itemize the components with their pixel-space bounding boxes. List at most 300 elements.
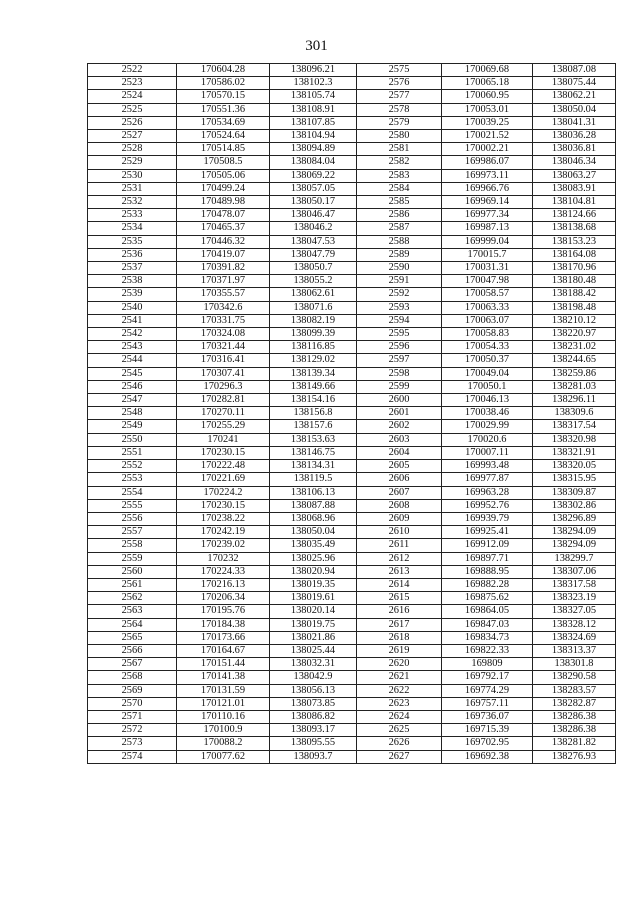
point-number-b-cell: 2604	[357, 446, 442, 459]
y-coordinate-b-cell: 138327.05	[533, 605, 616, 618]
point-number-a-cell: 2557	[88, 526, 177, 539]
y-coordinate-a-cell: 138146.75	[270, 446, 357, 459]
x-coordinate-b-cell: 170015.7	[442, 248, 533, 261]
point-number-b-cell: 2598	[357, 367, 442, 380]
x-coordinate-b-cell: 170063.33	[442, 301, 533, 314]
point-number-a-cell: 2566	[88, 644, 177, 657]
y-coordinate-b-cell: 138104.81	[533, 196, 616, 209]
x-coordinate-b-cell: 169973.11	[442, 169, 533, 182]
x-coordinate-a-cell: 170604.28	[177, 64, 270, 77]
x-coordinate-b-cell: 170047.98	[442, 275, 533, 288]
x-coordinate-b-cell: 170058.83	[442, 328, 533, 341]
point-number-b-cell: 2582	[357, 156, 442, 169]
x-coordinate-b-cell: 169969.14	[442, 196, 533, 209]
point-number-a-cell: 2530	[88, 169, 177, 182]
point-number-a-cell: 2524	[88, 90, 177, 103]
x-coordinate-a-cell: 170184.38	[177, 618, 270, 631]
table-row	[88, 433, 616, 446]
x-coordinate-a-cell: 170230.15	[177, 446, 270, 459]
table-row	[88, 328, 616, 341]
point-number-b-cell: 2599	[357, 380, 442, 393]
x-coordinate-a-cell: 170321.44	[177, 341, 270, 354]
y-coordinate-b-cell: 138296.11	[533, 394, 616, 407]
x-coordinate-a-cell: 170195.76	[177, 605, 270, 618]
x-coordinate-a-cell: 170224.33	[177, 565, 270, 578]
table-row	[88, 658, 616, 671]
y-coordinate-a-cell: 138021.86	[270, 631, 357, 644]
x-coordinate-a-cell: 170391.82	[177, 262, 270, 275]
table-row	[88, 631, 616, 644]
table-row	[88, 737, 616, 750]
x-coordinate-b-cell: 169987.13	[442, 222, 533, 235]
y-coordinate-a-cell: 138149.66	[270, 380, 357, 393]
point-number-a-cell: 2538	[88, 275, 177, 288]
table-row	[88, 552, 616, 565]
point-number-b-cell: 2595	[357, 328, 442, 341]
y-coordinate-a-cell: 138096.21	[270, 64, 357, 77]
x-coordinate-a-cell: 170222.48	[177, 460, 270, 473]
table-row	[88, 367, 616, 380]
point-number-b-cell: 2610	[357, 526, 442, 539]
x-coordinate-a-cell: 170534.69	[177, 116, 270, 129]
x-coordinate-b-cell: 170058.57	[442, 288, 533, 301]
table-row	[88, 182, 616, 195]
table-row	[88, 130, 616, 143]
point-number-b-cell: 2615	[357, 592, 442, 605]
x-coordinate-a-cell: 170586.02	[177, 77, 270, 90]
point-number-a-cell: 2562	[88, 592, 177, 605]
table-row	[88, 539, 616, 552]
x-coordinate-a-cell: 170505.06	[177, 169, 270, 182]
x-coordinate-b-cell: 170002.21	[442, 143, 533, 156]
point-number-b-cell: 2607	[357, 486, 442, 499]
point-number-a-cell: 2556	[88, 512, 177, 525]
y-coordinate-b-cell: 138231.02	[533, 341, 616, 354]
point-number-b-cell: 2579	[357, 116, 442, 129]
y-coordinate-a-cell: 138046.2	[270, 222, 357, 235]
y-coordinate-a-cell: 138019.61	[270, 592, 357, 605]
y-coordinate-a-cell: 138073.85	[270, 697, 357, 710]
x-coordinate-b-cell: 169888.95	[442, 565, 533, 578]
point-number-b-cell: 2585	[357, 196, 442, 209]
x-coordinate-b-cell: 169792.17	[442, 671, 533, 684]
table-row	[88, 222, 616, 235]
point-number-b-cell: 2620	[357, 658, 442, 671]
point-number-b-cell: 2580	[357, 130, 442, 143]
y-coordinate-b-cell: 138290.58	[533, 671, 616, 684]
y-coordinate-a-cell: 138019.35	[270, 578, 357, 591]
table-row	[88, 262, 616, 275]
y-coordinate-b-cell: 138299.7	[533, 552, 616, 565]
y-coordinate-a-cell: 138042.9	[270, 671, 357, 684]
y-coordinate-a-cell: 138069.22	[270, 169, 357, 182]
x-coordinate-b-cell: 170049.04	[442, 367, 533, 380]
y-coordinate-a-cell: 138050.17	[270, 196, 357, 209]
table-row	[88, 235, 616, 248]
point-number-a-cell: 2522	[88, 64, 177, 77]
y-coordinate-a-cell: 138108.91	[270, 103, 357, 116]
point-number-b-cell: 2594	[357, 314, 442, 327]
x-coordinate-b-cell: 169736.07	[442, 710, 533, 723]
table-row	[88, 354, 616, 367]
y-coordinate-a-cell: 138032.31	[270, 658, 357, 671]
point-number-b-cell: 2606	[357, 473, 442, 486]
x-coordinate-a-cell: 170296.3	[177, 380, 270, 393]
y-coordinate-b-cell: 138075.44	[533, 77, 616, 90]
y-coordinate-b-cell: 138281.03	[533, 380, 616, 393]
point-number-a-cell: 2537	[88, 262, 177, 275]
table-row	[88, 644, 616, 657]
x-coordinate-a-cell: 170239.02	[177, 539, 270, 552]
point-number-a-cell: 2574	[88, 750, 177, 763]
y-coordinate-a-cell: 138107.85	[270, 116, 357, 129]
y-coordinate-a-cell: 138047.79	[270, 248, 357, 261]
x-coordinate-a-cell: 170206.34	[177, 592, 270, 605]
point-number-a-cell: 2542	[88, 328, 177, 341]
page-number: 301	[305, 38, 328, 54]
point-number-b-cell: 2624	[357, 710, 442, 723]
y-coordinate-a-cell: 138157.6	[270, 420, 357, 433]
y-coordinate-a-cell: 138106.13	[270, 486, 357, 499]
coordinates-table-body	[88, 64, 616, 764]
table-row	[88, 116, 616, 129]
y-coordinate-a-cell: 138025.96	[270, 552, 357, 565]
y-coordinate-b-cell: 138282.87	[533, 697, 616, 710]
table-row	[88, 248, 616, 261]
x-coordinate-b-cell: 169774.29	[442, 684, 533, 697]
x-coordinate-b-cell: 170046.13	[442, 394, 533, 407]
x-coordinate-b-cell: 169864.05	[442, 605, 533, 618]
table-row	[88, 578, 616, 591]
x-coordinate-a-cell: 170465.37	[177, 222, 270, 235]
x-coordinate-a-cell: 170121.01	[177, 697, 270, 710]
point-number-a-cell: 2525	[88, 103, 177, 116]
table-row	[88, 209, 616, 222]
table-row	[88, 64, 616, 77]
x-coordinate-b-cell: 170065.18	[442, 77, 533, 90]
x-coordinate-b-cell: 170054.33	[442, 341, 533, 354]
y-coordinate-a-cell: 138046.47	[270, 209, 357, 222]
point-number-a-cell: 2532	[88, 196, 177, 209]
point-number-b-cell: 2576	[357, 77, 442, 90]
x-coordinate-b-cell: 169897.71	[442, 552, 533, 565]
x-coordinate-b-cell: 169986.07	[442, 156, 533, 169]
point-number-b-cell: 2596	[357, 341, 442, 354]
x-coordinate-a-cell: 170230.15	[177, 499, 270, 512]
y-coordinate-b-cell: 138324.69	[533, 631, 616, 644]
point-number-a-cell: 2531	[88, 182, 177, 195]
y-coordinate-b-cell: 138302.86	[533, 499, 616, 512]
x-coordinate-a-cell: 170141.38	[177, 671, 270, 684]
y-coordinate-a-cell: 138047.53	[270, 235, 357, 248]
y-coordinate-b-cell: 138276.93	[533, 750, 616, 763]
point-number-a-cell: 2567	[88, 658, 177, 671]
y-coordinate-a-cell: 138057.05	[270, 182, 357, 195]
y-coordinate-a-cell: 138019.75	[270, 618, 357, 631]
x-coordinate-a-cell: 170131.59	[177, 684, 270, 697]
point-number-a-cell: 2546	[88, 380, 177, 393]
y-coordinate-a-cell: 138093.7	[270, 750, 357, 763]
x-coordinate-b-cell: 169993.48	[442, 460, 533, 473]
point-number-b-cell: 2575	[357, 64, 442, 77]
point-number-b-cell: 2586	[357, 209, 442, 222]
x-coordinate-b-cell: 169809	[442, 658, 533, 671]
table-row	[88, 103, 616, 116]
table-row	[88, 301, 616, 314]
y-coordinate-b-cell: 138313.37	[533, 644, 616, 657]
table-row	[88, 314, 616, 327]
y-coordinate-b-cell: 138328.12	[533, 618, 616, 631]
y-coordinate-b-cell: 138198.48	[533, 301, 616, 314]
x-coordinate-a-cell: 170446.32	[177, 235, 270, 248]
y-coordinate-a-cell: 138087.88	[270, 499, 357, 512]
point-number-a-cell: 2558	[88, 539, 177, 552]
point-number-b-cell: 2627	[357, 750, 442, 763]
y-coordinate-b-cell: 138320.05	[533, 460, 616, 473]
y-coordinate-b-cell: 138062.21	[533, 90, 616, 103]
y-coordinate-a-cell: 138156.8	[270, 407, 357, 420]
x-coordinate-a-cell: 170110.16	[177, 710, 270, 723]
table-row	[88, 750, 616, 763]
point-number-a-cell: 2571	[88, 710, 177, 723]
table-row	[88, 486, 616, 499]
x-coordinate-a-cell: 170570.15	[177, 90, 270, 103]
x-coordinate-a-cell: 170316.41	[177, 354, 270, 367]
point-number-b-cell: 2618	[357, 631, 442, 644]
x-coordinate-b-cell: 170029.99	[442, 420, 533, 433]
y-coordinate-b-cell: 138188.42	[533, 288, 616, 301]
point-number-a-cell: 2529	[88, 156, 177, 169]
table-row	[88, 380, 616, 393]
y-coordinate-b-cell: 138317.54	[533, 420, 616, 433]
y-coordinate-b-cell: 138083.91	[533, 182, 616, 195]
x-coordinate-a-cell: 170478.07	[177, 209, 270, 222]
y-coordinate-b-cell: 138309.6	[533, 407, 616, 420]
x-coordinate-b-cell: 170031.31	[442, 262, 533, 275]
x-coordinate-b-cell: 169875.62	[442, 592, 533, 605]
x-coordinate-b-cell: 169757.11	[442, 697, 533, 710]
table-row	[88, 288, 616, 301]
x-coordinate-b-cell: 170038.46	[442, 407, 533, 420]
y-coordinate-b-cell: 138153.23	[533, 235, 616, 248]
point-number-b-cell: 2613	[357, 565, 442, 578]
point-number-b-cell: 2590	[357, 262, 442, 275]
y-coordinate-a-cell: 138134.31	[270, 460, 357, 473]
point-number-a-cell: 2540	[88, 301, 177, 314]
point-number-a-cell: 2544	[88, 354, 177, 367]
point-number-b-cell: 2608	[357, 499, 442, 512]
y-coordinate-b-cell: 138320.98	[533, 433, 616, 446]
x-coordinate-b-cell: 169692.38	[442, 750, 533, 763]
y-coordinate-b-cell: 138323.19	[533, 592, 616, 605]
point-number-a-cell: 2550	[88, 433, 177, 446]
point-number-a-cell: 2549	[88, 420, 177, 433]
x-coordinate-b-cell: 169999.04	[442, 235, 533, 248]
y-coordinate-b-cell: 138041.31	[533, 116, 616, 129]
x-coordinate-a-cell: 170307.41	[177, 367, 270, 380]
y-coordinate-b-cell: 138281.82	[533, 737, 616, 750]
y-coordinate-b-cell: 138124.66	[533, 209, 616, 222]
y-coordinate-a-cell: 138062.61	[270, 288, 357, 301]
y-coordinate-a-cell: 138095.55	[270, 737, 357, 750]
x-coordinate-b-cell: 170060.95	[442, 90, 533, 103]
y-coordinate-a-cell: 138104.94	[270, 130, 357, 143]
point-number-b-cell: 2603	[357, 433, 442, 446]
point-number-b-cell: 2609	[357, 512, 442, 525]
table-row	[88, 512, 616, 525]
x-coordinate-a-cell: 170216.13	[177, 578, 270, 591]
point-number-a-cell: 2541	[88, 314, 177, 327]
x-coordinate-b-cell: 170053.01	[442, 103, 533, 116]
x-coordinate-b-cell: 170050.37	[442, 354, 533, 367]
point-number-b-cell: 2614	[357, 578, 442, 591]
point-number-b-cell: 2601	[357, 407, 442, 420]
x-coordinate-a-cell: 170241	[177, 433, 270, 446]
point-number-a-cell: 2536	[88, 248, 177, 261]
table-row	[88, 156, 616, 169]
point-number-a-cell: 2569	[88, 684, 177, 697]
x-coordinate-b-cell: 170007.11	[442, 446, 533, 459]
point-number-b-cell: 2616	[357, 605, 442, 618]
x-coordinate-a-cell: 170232	[177, 552, 270, 565]
point-number-a-cell: 2572	[88, 724, 177, 737]
x-coordinate-a-cell: 170551.36	[177, 103, 270, 116]
y-coordinate-b-cell: 138286.38	[533, 710, 616, 723]
table-row	[88, 77, 616, 90]
y-coordinate-b-cell: 138036.81	[533, 143, 616, 156]
table-row	[88, 592, 616, 605]
x-coordinate-b-cell: 169966.76	[442, 182, 533, 195]
point-number-b-cell: 2583	[357, 169, 442, 182]
y-coordinate-a-cell: 138020.94	[270, 565, 357, 578]
x-coordinate-b-cell: 169952.76	[442, 499, 533, 512]
x-coordinate-b-cell: 169939.79	[442, 512, 533, 525]
x-coordinate-a-cell: 170342.6	[177, 301, 270, 314]
y-coordinate-b-cell: 138294.09	[533, 539, 616, 552]
y-coordinate-a-cell: 138068.96	[270, 512, 357, 525]
point-number-b-cell: 2589	[357, 248, 442, 261]
point-number-a-cell: 2543	[88, 341, 177, 354]
x-coordinate-a-cell: 170221.69	[177, 473, 270, 486]
table-row	[88, 684, 616, 697]
table-row	[88, 143, 616, 156]
y-coordinate-a-cell: 138153.63	[270, 433, 357, 446]
point-number-b-cell: 2611	[357, 539, 442, 552]
point-number-a-cell: 2563	[88, 605, 177, 618]
y-coordinate-a-cell: 138099.39	[270, 328, 357, 341]
point-number-a-cell: 2548	[88, 407, 177, 420]
point-number-a-cell: 2527	[88, 130, 177, 143]
y-coordinate-a-cell: 138055.2	[270, 275, 357, 288]
y-coordinate-a-cell: 138102.3	[270, 77, 357, 90]
table-row	[88, 618, 616, 631]
y-coordinate-b-cell: 138036.28	[533, 130, 616, 143]
x-coordinate-b-cell: 170069.68	[442, 64, 533, 77]
x-coordinate-a-cell: 170238.22	[177, 512, 270, 525]
table-row	[88, 90, 616, 103]
x-coordinate-b-cell: 170021.52	[442, 130, 533, 143]
table-row	[88, 697, 616, 710]
table-row	[88, 526, 616, 539]
table-row	[88, 460, 616, 473]
point-number-a-cell: 2561	[88, 578, 177, 591]
point-number-a-cell: 2552	[88, 460, 177, 473]
x-coordinate-a-cell: 170151.44	[177, 658, 270, 671]
x-coordinate-b-cell: 170020.6	[442, 433, 533, 446]
y-coordinate-b-cell: 138309.87	[533, 486, 616, 499]
y-coordinate-a-cell: 138154.16	[270, 394, 357, 407]
point-number-b-cell: 2581	[357, 143, 442, 156]
point-number-b-cell: 2587	[357, 222, 442, 235]
point-number-b-cell: 2621	[357, 671, 442, 684]
x-coordinate-b-cell: 169977.87	[442, 473, 533, 486]
point-number-b-cell: 2605	[357, 460, 442, 473]
table-row	[88, 196, 616, 209]
x-coordinate-a-cell: 170355.57	[177, 288, 270, 301]
point-number-b-cell: 2592	[357, 288, 442, 301]
y-coordinate-a-cell: 138025.44	[270, 644, 357, 657]
point-number-a-cell: 2560	[88, 565, 177, 578]
y-coordinate-b-cell: 138294.09	[533, 526, 616, 539]
point-number-a-cell: 2564	[88, 618, 177, 631]
y-coordinate-a-cell: 138116.85	[270, 341, 357, 354]
x-coordinate-b-cell: 170050.1	[442, 380, 533, 393]
y-coordinate-b-cell: 138170.96	[533, 262, 616, 275]
point-number-a-cell: 2545	[88, 367, 177, 380]
x-coordinate-a-cell: 170164.67	[177, 644, 270, 657]
x-coordinate-b-cell: 169822.33	[442, 644, 533, 657]
table-row	[88, 394, 616, 407]
point-number-a-cell: 2565	[88, 631, 177, 644]
table-row	[88, 473, 616, 486]
table-row	[88, 671, 616, 684]
table-row	[88, 407, 616, 420]
point-number-a-cell: 2555	[88, 499, 177, 512]
y-coordinate-a-cell: 138050.04	[270, 526, 357, 539]
point-number-b-cell: 2623	[357, 697, 442, 710]
x-coordinate-a-cell: 170255.29	[177, 420, 270, 433]
x-coordinate-a-cell: 170419.07	[177, 248, 270, 261]
point-number-a-cell: 2539	[88, 288, 177, 301]
y-coordinate-b-cell: 138180.48	[533, 275, 616, 288]
y-coordinate-b-cell: 138259.86	[533, 367, 616, 380]
x-coordinate-b-cell: 169912.09	[442, 539, 533, 552]
y-coordinate-b-cell: 138321.91	[533, 446, 616, 459]
x-coordinate-a-cell: 170282.81	[177, 394, 270, 407]
x-coordinate-b-cell: 169834.73	[442, 631, 533, 644]
point-number-a-cell: 2553	[88, 473, 177, 486]
point-number-a-cell: 2568	[88, 671, 177, 684]
y-coordinate-a-cell: 138056.13	[270, 684, 357, 697]
point-number-b-cell: 2597	[357, 354, 442, 367]
y-coordinate-b-cell: 138164.08	[533, 248, 616, 261]
y-coordinate-b-cell: 138283.57	[533, 684, 616, 697]
y-coordinate-b-cell: 138046.34	[533, 156, 616, 169]
table-row	[88, 275, 616, 288]
point-number-a-cell: 2535	[88, 235, 177, 248]
point-number-b-cell: 2584	[357, 182, 442, 195]
x-coordinate-b-cell: 169925.41	[442, 526, 533, 539]
y-coordinate-a-cell: 138093.17	[270, 724, 357, 737]
x-coordinate-a-cell: 170324.08	[177, 328, 270, 341]
x-coordinate-b-cell: 169715.39	[442, 724, 533, 737]
y-coordinate-a-cell: 138139.34	[270, 367, 357, 380]
point-number-b-cell: 2626	[357, 737, 442, 750]
x-coordinate-a-cell: 170331.75	[177, 314, 270, 327]
y-coordinate-a-cell: 138084.04	[270, 156, 357, 169]
point-number-a-cell: 2554	[88, 486, 177, 499]
x-coordinate-a-cell: 170499.24	[177, 182, 270, 195]
